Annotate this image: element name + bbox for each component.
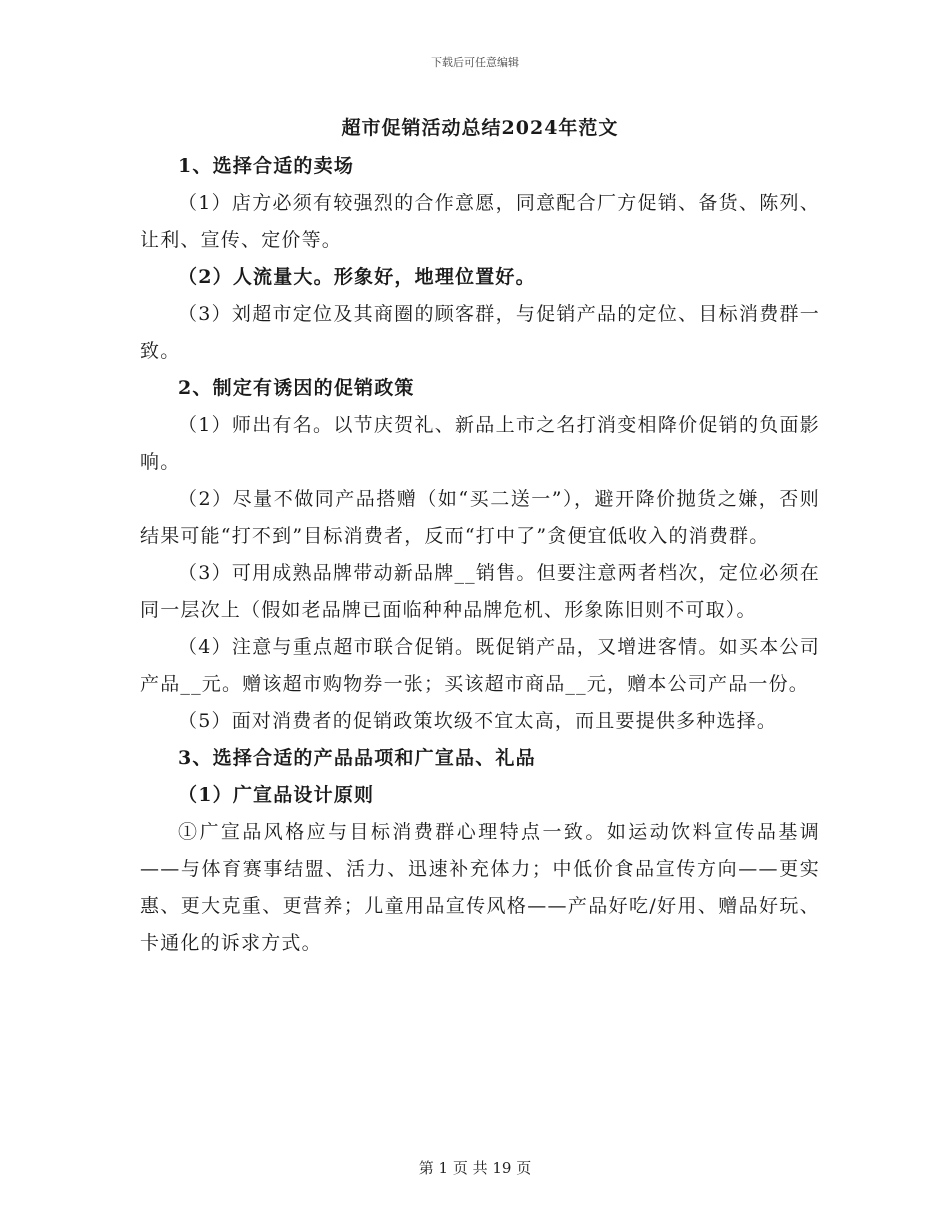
section-heading-3: 3、选择合适的产品品项和广宣品、礼品 (178, 747, 536, 769)
paragraph: （4）注意与重点超市联合促销。既促销产品，又增进客情。如买本公司产品__元。赠该超市购物券一张；买该超市商品__元，赠本公司产品一份。 (140, 636, 820, 695)
section-heading-2: 2、制定有诱因的促销政策 (178, 377, 415, 399)
paragraph-bold: （2）人流量大。形象好，地理位置好。 (178, 266, 536, 288)
paragraph: （3）可用成熟品牌带动新品牌__销售。但要注意两者档次，定位必须在同一层次上（假如老品牌已面临种种品牌危机、形象陈旧则不可取）。 (140, 562, 820, 621)
paragraph: （1）店方必须有较强烈的合作意愿，同意配合厂方促销、备货、陈列、让利、宣传、定价等。 (140, 192, 820, 251)
paragraph: （5）面对消费者的促销政策坎级不宜太高，而且要提供多种选择。 (178, 710, 778, 732)
paragraph: （3）刘超市定位及其商圈的顾客群，与促销产品的定位、目标消费群一致。 (140, 303, 820, 362)
document-body (140, 112, 820, 962)
document-title: 超市促销活动总结2024年范文 (341, 117, 619, 139)
paragraph: （1）师出有名。以节庆贺礼、新品上市之名打消变相降价促销的负面影响。 (140, 414, 820, 473)
subsection-heading: （1）广宣品设计原则 (178, 784, 375, 806)
header-note: 下载后可任意编辑 (431, 56, 519, 69)
page-footer: 第 1 页 共 19 页 (418, 1159, 532, 1177)
paragraph: ①广宣品风格应与目标消费群心理特点一致。如运动饮料宣传品基调——与体育赛事结盟、活力、迅速补充体力；中低价食品宣传方向——更实惠、更大克重、更营养；儿童用品宣传风格——产品好吃/好用、赠品好玩、卡通化的诉求方式。 (140, 821, 820, 954)
section-heading-1: 1、选择合适的卖场 (178, 155, 355, 177)
paragraph: （2）尽量不做同产品搭赠（如“买二送一”），避开降价抛货之嫌，否则结果可能“打不到”目标消费者，反而“打中了”贪便宜低收入的消费群。 (140, 488, 820, 547)
